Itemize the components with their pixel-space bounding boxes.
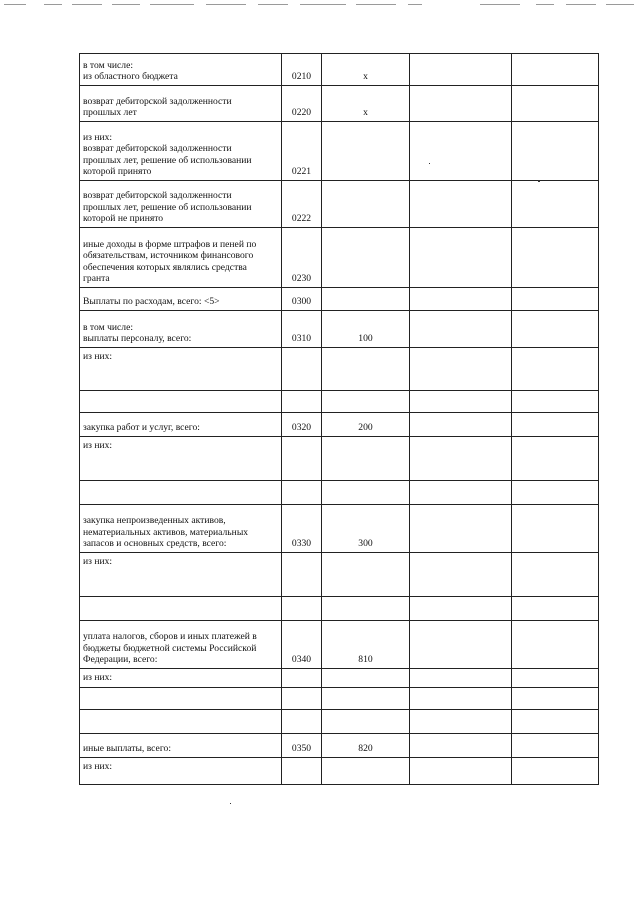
- value-cell: [410, 481, 512, 505]
- row-code: 0330: [282, 505, 322, 553]
- row-kbk-code: [322, 437, 410, 481]
- row-label: из них:: [80, 669, 282, 688]
- scan-speck: [230, 803, 231, 804]
- table-row: [80, 688, 599, 710]
- row-kbk-code: [322, 288, 410, 311]
- row-code: [282, 688, 322, 710]
- row-kbk-code: [322, 391, 410, 413]
- value-cell: [410, 181, 512, 228]
- table-row: [80, 505, 599, 553]
- row-code: [282, 597, 322, 621]
- value-cell: [410, 348, 512, 391]
- value-cell: [410, 122, 512, 181]
- row-code: [282, 481, 322, 505]
- value-cell: [410, 669, 512, 688]
- row-kbk-code: [322, 758, 410, 785]
- table-row: [80, 348, 599, 391]
- row-label: закупка работ и услуг, всего:: [80, 413, 282, 437]
- row-label: [80, 688, 282, 710]
- value-cell: [512, 391, 599, 413]
- row-kbk-code: [322, 597, 410, 621]
- table-row: [80, 597, 599, 621]
- table-row: [80, 311, 599, 348]
- row-code: [282, 710, 322, 734]
- row-kbk-code: [322, 710, 410, 734]
- row-code: 0222: [282, 181, 322, 228]
- budget-table: [79, 53, 599, 785]
- row-label: в том числе: из областного бюджета: [80, 54, 282, 86]
- table-row: [80, 122, 599, 181]
- row-code: [282, 669, 322, 688]
- table-row: [80, 553, 599, 597]
- value-cell: [512, 181, 599, 228]
- row-kbk-code: [322, 348, 410, 391]
- row-code: 0320: [282, 413, 322, 437]
- row-code: 0300: [282, 288, 322, 311]
- table-row: [80, 391, 599, 413]
- row-label: из них:: [80, 348, 282, 391]
- value-cell: [512, 311, 599, 348]
- table-row: [80, 54, 599, 86]
- scan-speck: [538, 180, 540, 182]
- row-label: закупка непроизведенных активов, нематериальных активов, материальных запасов и основных средств, всего:: [80, 505, 282, 553]
- row-label: иные выплаты, всего:: [80, 734, 282, 758]
- row-label: [80, 597, 282, 621]
- table-row: [80, 86, 599, 122]
- value-cell: [410, 710, 512, 734]
- row-kbk-code: [322, 122, 410, 181]
- row-code: [282, 391, 322, 413]
- value-cell: [512, 228, 599, 288]
- row-code: [282, 758, 322, 785]
- row-label: уплата налогов, сборов и иных платежей в бюджеты бюджетной системы Российской Федерации, всего:: [80, 621, 282, 669]
- table-row: [80, 621, 599, 669]
- row-label: возврат дебиторской задолженности прошлых лет, решение об использовании которой не принято: [80, 181, 282, 228]
- table-row: [80, 669, 599, 688]
- table-row: [80, 734, 599, 758]
- value-cell: [410, 437, 512, 481]
- table-row: [80, 481, 599, 505]
- value-cell: [512, 122, 599, 181]
- row-label: возврат дебиторской задолженности прошлых лет: [80, 86, 282, 122]
- value-cell: [410, 413, 512, 437]
- row-kbk-code: [322, 181, 410, 228]
- value-cell: [410, 54, 512, 86]
- row-code: 0221: [282, 122, 322, 181]
- value-cell: [512, 481, 599, 505]
- row-label: из них:: [80, 758, 282, 785]
- row-kbk-code: [322, 228, 410, 288]
- value-cell: [512, 669, 599, 688]
- value-cell: [410, 288, 512, 311]
- row-kbk-code: x: [322, 54, 410, 86]
- row-kbk-code: x: [322, 86, 410, 122]
- scan-top-edge-marks: [0, 4, 639, 10]
- row-kbk-code: [322, 688, 410, 710]
- table-row: [80, 758, 599, 785]
- table-row: [80, 437, 599, 481]
- value-cell: [410, 734, 512, 758]
- table-row: [80, 710, 599, 734]
- row-kbk-code: 820: [322, 734, 410, 758]
- value-cell: [410, 597, 512, 621]
- row-kbk-code: 100: [322, 311, 410, 348]
- value-cell: [512, 710, 599, 734]
- value-cell: [410, 86, 512, 122]
- row-kbk-code: [322, 669, 410, 688]
- row-label: [80, 391, 282, 413]
- value-cell: [512, 413, 599, 437]
- row-kbk-code: 810: [322, 621, 410, 669]
- value-cell: [512, 288, 599, 311]
- value-cell: [410, 311, 512, 348]
- value-cell: [410, 505, 512, 553]
- row-label: иные доходы в форме штрафов и пеней по обязательствам, источником финансового обеспечения которых являлись средства гранта: [80, 228, 282, 288]
- value-cell: [512, 505, 599, 553]
- row-label: [80, 710, 282, 734]
- table-row: [80, 228, 599, 288]
- table-row: [80, 181, 599, 228]
- value-cell: [410, 688, 512, 710]
- row-label: [80, 481, 282, 505]
- value-cell: [410, 391, 512, 413]
- row-kbk-code: [322, 481, 410, 505]
- value-cell: [410, 621, 512, 669]
- value-cell: [512, 621, 599, 669]
- row-code: 0310: [282, 311, 322, 348]
- value-cell: [512, 758, 599, 785]
- row-label: из них: возврат дебиторской задолженности прошлых лет, решение об использовании которой принято: [80, 122, 282, 181]
- row-code: [282, 348, 322, 391]
- row-label: Выплаты по расходам, всего: <5>: [80, 288, 282, 311]
- value-cell: [512, 86, 599, 122]
- value-cell: [512, 734, 599, 758]
- row-code: 0340: [282, 621, 322, 669]
- value-cell: [512, 553, 599, 597]
- value-cell: [410, 228, 512, 288]
- table-row: [80, 413, 599, 437]
- row-label: из них:: [80, 553, 282, 597]
- value-cell: [410, 553, 512, 597]
- row-label: в том числе: выплаты персоналу, всего:: [80, 311, 282, 348]
- table-row: [80, 288, 599, 311]
- row-kbk-code: 200: [322, 413, 410, 437]
- value-cell: [512, 437, 599, 481]
- row-code: 0350: [282, 734, 322, 758]
- value-cell: [410, 758, 512, 785]
- value-cell: [512, 54, 599, 86]
- row-label: из них:: [80, 437, 282, 481]
- value-cell: [512, 348, 599, 391]
- row-code: [282, 437, 322, 481]
- value-cell: [512, 597, 599, 621]
- row-code: [282, 553, 322, 597]
- row-kbk-code: 300: [322, 505, 410, 553]
- value-cell: [512, 688, 599, 710]
- row-code: 0220: [282, 86, 322, 122]
- row-code: 0230: [282, 228, 322, 288]
- row-code: 0210: [282, 54, 322, 86]
- row-kbk-code: [322, 553, 410, 597]
- scan-speck: [429, 163, 430, 164]
